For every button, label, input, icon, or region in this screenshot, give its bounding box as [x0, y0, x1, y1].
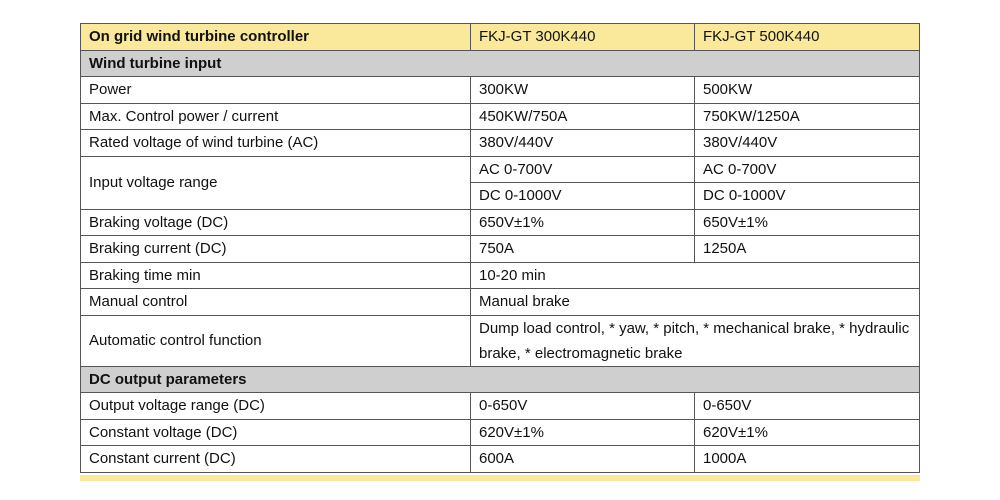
model-a-header: FKJ-GT 300K440 [471, 24, 695, 51]
table-row [81, 419, 920, 446]
cell-model-b: 620V±1% [695, 419, 920, 446]
row-label: Braking time min [81, 262, 471, 289]
cell-model-b: 650V±1% [695, 209, 920, 236]
section-title: Wind turbine input [81, 50, 920, 77]
cell-shared: Manual brake [471, 289, 920, 316]
cell-model-b: DC 0-1000V [695, 183, 920, 210]
cell-model-a: 300KW [471, 77, 695, 104]
cell-model-a: 750A [471, 236, 695, 263]
cell-shared: 10-20 min [471, 262, 920, 289]
cell-model-b: 1250A [695, 236, 920, 263]
table-row [81, 236, 920, 263]
cell-model-b: 1000A [695, 446, 920, 473]
cell-model-a: 380V/440V [471, 130, 695, 157]
cell-model-a: 600A [471, 446, 695, 473]
section-row-dc-output [81, 366, 920, 393]
table-row [81, 77, 920, 104]
model-b-header: FKJ-GT 500K440 [695, 24, 920, 51]
table-title: On grid wind turbine controller [81, 24, 471, 51]
spec-table [80, 23, 920, 473]
next-header-strip [80, 475, 920, 481]
cell-model-b: 0-650V [695, 393, 920, 420]
cell-model-a: 0-650V [471, 393, 695, 420]
row-label: Constant current (DC) [81, 446, 471, 473]
row-label: Max. Control power / current [81, 103, 471, 130]
cell-shared: Dump load control, * yaw, * pitch, * mechanical brake, * hydraulic brake, * electromagnetic brake [471, 315, 920, 366]
cell-model-b: 500KW [695, 77, 920, 104]
table-row [81, 315, 920, 366]
row-label: Rated voltage of wind turbine (AC) [81, 130, 471, 157]
table-row [81, 156, 920, 183]
table-row [81, 130, 920, 157]
row-label: Automatic control function [81, 315, 471, 366]
cell-model-a: 650V±1% [471, 209, 695, 236]
row-label: Braking current (DC) [81, 236, 471, 263]
cell-model-b: 380V/440V [695, 130, 920, 157]
cell-model-a: 620V±1% [471, 419, 695, 446]
cell-model-a: DC 0-1000V [471, 183, 695, 210]
table-row [81, 103, 920, 130]
cell-model-b: AC 0-700V [695, 156, 920, 183]
row-label: Input voltage range [81, 156, 471, 209]
row-label: Constant voltage (DC) [81, 419, 471, 446]
table-row [81, 393, 920, 420]
section-row-wind-input [81, 50, 920, 77]
table-row [81, 446, 920, 473]
cell-model-a: 450KW/750A [471, 103, 695, 130]
table-header-row [81, 24, 920, 51]
cell-model-a: AC 0-700V [471, 156, 695, 183]
section-title: DC output parameters [81, 366, 920, 393]
row-label: Output voltage range (DC) [81, 393, 471, 420]
cell-model-b: 750KW/1250A [695, 103, 920, 130]
row-label: Manual control [81, 289, 471, 316]
row-label: Power [81, 77, 471, 104]
row-label: Braking voltage (DC) [81, 209, 471, 236]
table-row [81, 262, 920, 289]
table-row [81, 289, 920, 316]
table-row [81, 209, 920, 236]
